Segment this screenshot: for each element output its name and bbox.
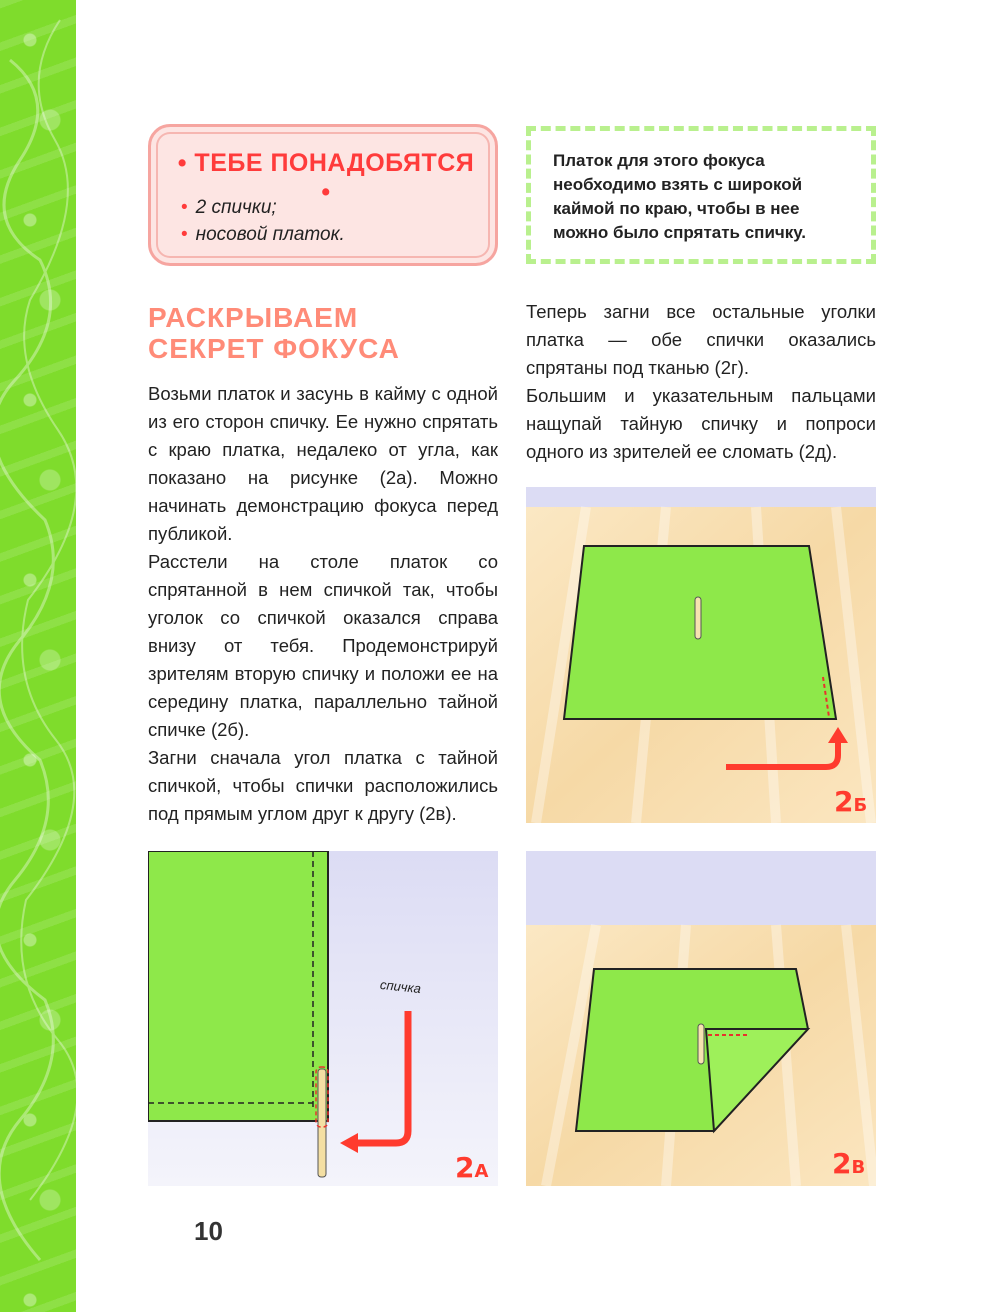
handkerchief-shape (148, 851, 328, 1121)
figure-2a (148, 851, 498, 1186)
requirements-box (148, 124, 498, 266)
requirement-item-text: 2 спички; (195, 197, 277, 218)
figure-label: 2Б (834, 785, 868, 818)
paragraph: Расстели на столе платок со спрятанной в нем спичкой так, чтобы уголок со спичкой оказался справа внизу от тебя. Продемонстрируй зрителям вторую спичку и положи ее на середину платка, параллельно тайной спичке (2б). (148, 551, 498, 740)
match-icon (695, 597, 701, 639)
paragraph: Возьми платок и засунь в кайму с одной из его сторон спичку. Ее нужно спрятать с краю платка, недалеко от угла, как показано на рисунке (2а). Можно начинать демонстрацию фокуса перед публикой. (148, 383, 498, 544)
match-icon (698, 1024, 704, 1064)
left-column-text (148, 380, 498, 828)
figure-2v-illustration (526, 851, 876, 1186)
decorative-side-strip (0, 0, 76, 1312)
bullet-icon: • (321, 178, 331, 206)
swirl-pattern-icon (0, 0, 76, 1312)
bullet-icon: • (181, 197, 188, 218)
paragraph: Большим и указательным пальцами нащупай тайную спичку и попроси одного из зрителей ее сломать (2д). (526, 385, 876, 462)
section-title (148, 302, 488, 364)
requirement-item-text: носовой платок. (195, 224, 345, 245)
paragraph: Теперь загни все остальные уголки платка — обе спички оказались спрятаны под тканью (2г). (526, 301, 876, 378)
bullet-icon: • (181, 224, 188, 245)
right-column-text (526, 298, 876, 466)
section-title-line-1: РАСКРЫВАЕМ (148, 302, 359, 333)
section-title-line-2: СЕКРЕТ ФОКУСА (148, 333, 400, 364)
match-icon (318, 1069, 326, 1177)
requirement-item (181, 224, 345, 246)
figure-2b-illustration (526, 487, 876, 823)
paragraph: Загни сначала угол платка с тайной спичкой, чтобы спички расположились под прямым углом друг к другу (2в). (148, 747, 498, 824)
tip-box (526, 126, 876, 264)
figure-label: 2А (455, 1151, 489, 1184)
tip-text: Платок для этого фокуса необходимо взять с широкой каймой по краю, чтобы в нее можно было спрятать спичку. (553, 151, 806, 242)
figure-2b (526, 487, 876, 823)
figure-label: 2В (832, 1147, 866, 1180)
page-number: 10 (194, 1216, 223, 1246)
figure-2v (526, 851, 876, 1186)
requirement-item (181, 197, 277, 219)
match-annotation: спичка (379, 976, 422, 997)
figure-2a-illustration (148, 851, 498, 1186)
bullet-icon: • (177, 149, 187, 177)
requirements-title-text: ТЕБЕ ПОНАДОБЯТСЯ (194, 149, 475, 177)
